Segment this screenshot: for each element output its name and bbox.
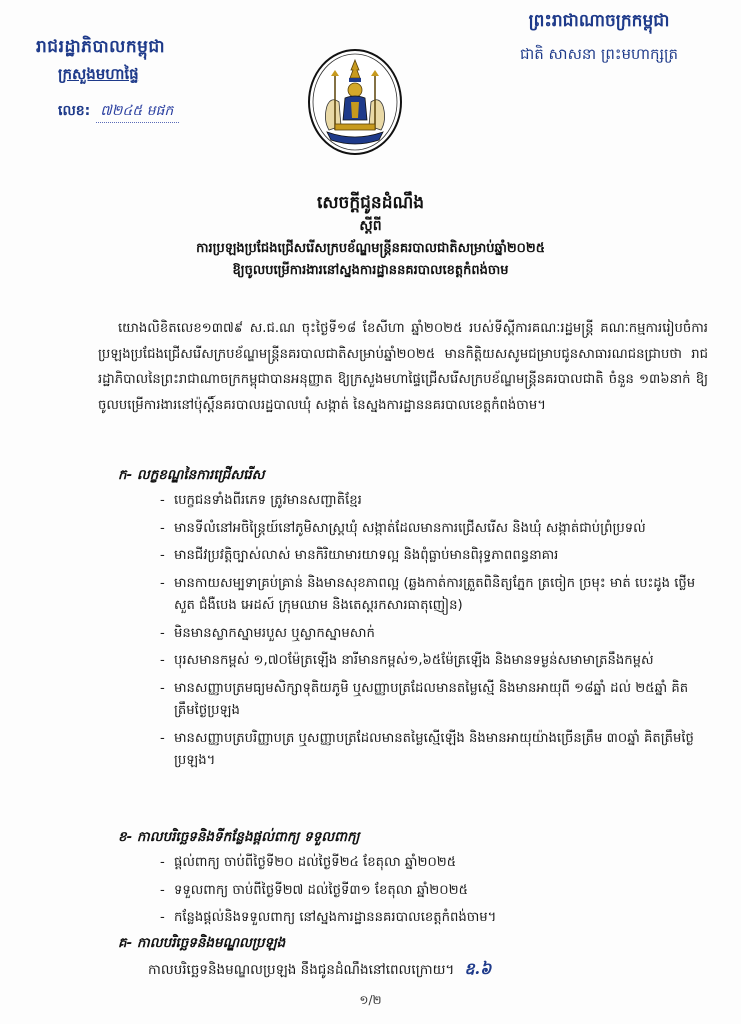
national-motto: ជាតិ សាសនា ព្រះមហាក្សត្រ [519, 45, 679, 63]
closing-text: កាលបរិច្ឆេទនិងមណ្ឌលប្រឡង នឹងជូនដំណឹងនៅពេលក្រោយ។ [148, 962, 455, 978]
emblem-graphic [305, 46, 405, 158]
notice-subject-line-1: ការប្រឡងប្រជែងជ្រើសរើសក្របខ័ណ្ឌមន្ត្រីនគរបាលជាតិសម្រាប់ឆ្នាំ២០២៥ [196, 241, 545, 256]
conditions-list [160, 490, 708, 778]
application-dates-list [160, 852, 708, 935]
notice-title: សេចក្តីជូនដំណឹង [316, 193, 425, 213]
list-item-text: ផ្តល់ពាក្យ ចាប់ពីថ្ងៃទី២០ ដល់ថ្ងៃទី២៤ ខែតុលា ឆ្នាំ២០២៥ [174, 855, 457, 870]
bullet-dash: - [160, 855, 165, 870]
section-heading-exam-date: គ- កាលបរិច្ឆេទនិងមណ្ឌលប្រឡង [118, 935, 286, 951]
notice-subject-line-2: ឱ្យចូលបម្រើការងារនៅស្នងការដ្ឋាននគរបាលខេត្តកំពង់ចាម [232, 263, 509, 278]
notice-subject-label: ស្តីពី [359, 218, 382, 234]
bullet-dash: - [160, 910, 165, 925]
bullet-dash: - [160, 653, 165, 668]
intro-text: យោងលិខិតលេខ១៣៧៩ ស.ជ.ណ ចុះថ្ងៃទី១៨ ខែសីហា ឆ្នាំ២០២៥ របស់ទីស្តីការគណៈរដ្ឋមន្ត្រី គណៈកម្មការរៀបចំការប្រឡងប្រជែងជ្រើសរើសក្របខ័ណ្ឌមន្ត្រីនគរបាលជាតិសម្រាប់ឆ្នាំ២០២៥ មានកិត្តិយសសូមជម្រាបជូនសាធារណជនជ្រាបថា រាជរដ្ឋាភិបាលនៃព្រះរាជាណាចក្រកម្ពុជាបានអនុញ្ញាត ឱ្យក្រសួងមហាផ្ទៃជ្រើសរើសក្របខ័ណ្ឌមន្ត្រីនគរបាលជាតិ ចំនួន ១៣៦នាក់ ឱ្យចូលបម្រើការងារនៅប៉ុស្តិ៍នគរបាលរដ្ឋបាលឃុំ សង្កាត់ នៃស្នងការដ្ឋាននគរបាលខេត្តកំពង់ចាម។ [98, 321, 708, 413]
handwritten-initials: ឧ.៦ [464, 959, 492, 978]
list-item [160, 728, 708, 773]
royal-coat-of-arms-icon [305, 46, 405, 158]
bullet-dash: - [160, 730, 165, 746]
bullet-dash: - [160, 680, 165, 696]
ministry-header [36, 36, 246, 123]
list-item-text: មានសញ្ញាបត្រមធ្យមសិក្សាទុតិយភូមិ ឬសញ្ញាបត្រដែលមានតម្លៃស្មើ និងមានអាយុពី ១៨ឆ្នាំ ដល់ ២៥ឆ្នាំ គិតត្រឹមថ្ងៃប្រឡង [174, 680, 689, 718]
reference-label: លេខ: [58, 103, 91, 119]
list-item [160, 573, 708, 618]
bullet-dash: - [160, 625, 165, 641]
list-item-text: មានទីលំនៅអចិន្ត្រៃយ៍នៅភូមិសាស្ត្រឃុំ សង្កាត់ដែលមានការជ្រើសរើស និងឃុំ សង្កាត់ជាប់ព្រំប្រទល់ [174, 520, 646, 536]
list-item [160, 880, 708, 903]
list-item [160, 907, 708, 930]
list-item [160, 678, 708, 723]
section-heading-application-dates: ខ- កាលបរិច្ឆេទនិងទីកន្លែងផ្តល់ពាក្យ ទទួលពាក្យ [118, 829, 360, 845]
bullet-dash: - [160, 493, 165, 508]
list-item [160, 650, 708, 673]
list-item-text: មានកាយសម្បទាគ្រប់គ្រាន់ និងមានសុខភាពល្អ (ឆ្លងកាត់ការត្រួតពិនិត្យភ្នែក ត្រចៀក ច្រមុះ មាត់ បេះដូង ថ្លើម សួត ជំងឺបេង អេដស៍ ក្រុមឈាម និងតេស្តរកសារធាតុញៀន) [174, 575, 696, 613]
section-heading-conditions: ក- លក្ខខណ្ឌនៃការជ្រើសរើស [118, 467, 265, 483]
list-item [160, 852, 708, 875]
government-name: រាជរដ្ឋាភិបាលកម្ពុជា [36, 37, 166, 57]
list-item-text: មានសញ្ញាបត្របរិញ្ញាបត្រ ឬសញ្ញាបត្រដែលមានតម្លៃស្មើឡើង និងមានអាយុយ៉ាងច្រើនត្រឹម ៣០ឆ្នាំ គិតត្រឹមថ្ងៃប្រឡង។ [174, 730, 694, 768]
kingdom-header [479, 10, 719, 67]
reference-number: ៧២៤៥ មផក [96, 101, 179, 123]
list-item-text: ទទួលពាក្យ ចាប់ពីថ្ងៃទី២៧ ដល់ថ្ងៃទី៣១ ខែតុលា ឆ្នាំ២០២៥ [174, 882, 468, 898]
bullet-dash: - [160, 882, 165, 898]
list-item-text: បេក្ខជនទាំងពីរភេទ ត្រូវមានសញ្ជាតិខ្មែរ [174, 493, 362, 508]
bullet-dash: - [160, 548, 165, 563]
list-item [160, 490, 708, 513]
kingdom-title: ព្រះរាជាណាចក្រកម្ពុជា [528, 11, 670, 31]
list-item-text: បុរសមានកម្ពស់ ១,៧០ម៉ែត្រឡើង នារីមានកម្ពស់១,៦៥ម៉ែត្រឡើង និងមានទម្ងន់សមាមាត្រនឹងកម្ពស់ [174, 653, 654, 668]
list-item [160, 545, 708, 568]
list-item-text: កន្លែងផ្តល់និងទទួលពាក្យ នៅស្នងការដ្ឋាននគរបាលខេត្តកំពង់ចាម។ [174, 910, 497, 925]
list-item-text: មានជីវប្រវត្តិច្បាស់លាស់ មានកិរិយាមារយាទល្អ និងពុំធ្លាប់មានពិរុទ្ធភាពពន្ធនាគារ [174, 548, 559, 563]
bullet-dash: - [160, 575, 165, 591]
page-number: ១/២ [359, 993, 382, 1007]
closing-line [148, 958, 491, 982]
list-item [160, 623, 708, 646]
reference-line [36, 101, 246, 123]
intro-paragraph [98, 316, 708, 418]
bullet-dash: - [160, 520, 165, 536]
list-item [160, 518, 708, 541]
list-item-text: មិនមានស្លាកស្នាមរបួស ឬស្លាកស្នាមសាក់ [174, 625, 375, 641]
ministry-name: ក្រសួងមហាផ្ទៃ [58, 65, 139, 83]
